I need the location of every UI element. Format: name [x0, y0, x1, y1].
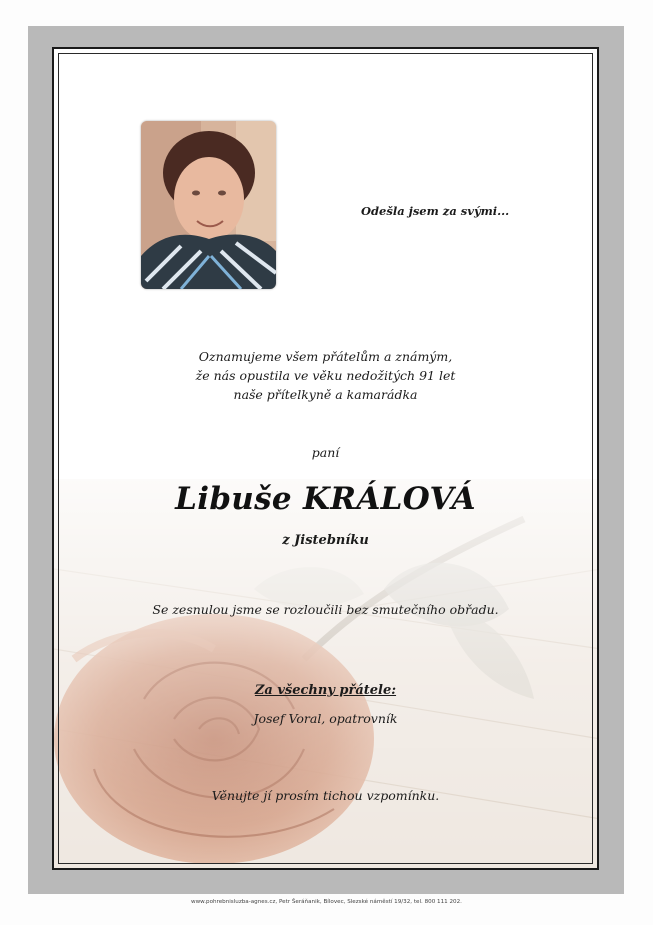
announcement-line: že nás opustila ve věku nedožitých 91 let — [195, 368, 456, 383]
motto-quote: Odešla jsem za svými... — [361, 204, 510, 218]
deceased-origin: z Jistebníku — [282, 533, 369, 548]
honorific: paní — [311, 445, 340, 460]
funeral-service-footer: www.pohrebnisluzba-agnes.cz, Petr Šeráňanik, Bílovec, Slezské náměstí 19/32, tel. 800 111 202. — [191, 899, 462, 905]
signer-name: Josef Voral, opatrovník — [253, 711, 398, 726]
closing-request: Věnujte jí prosím tichou vzpomínku. — [211, 788, 440, 803]
farewell-note: Se zesnulou jsme se rozloučili bez smutečního obřadu. — [152, 602, 499, 617]
deceased-portrait-photo — [141, 121, 276, 289]
announcement-line: Oznamujeme všem přátelům a známým, — [198, 349, 453, 364]
announcement-text — [54, 347, 597, 404]
deceased-name: Libuše KRÁLOVÁ — [175, 481, 476, 517]
announcement-line: naše přítelkyně a kamarádka — [233, 387, 418, 402]
obituary-card — [52, 47, 599, 870]
signer-heading: Za všechny přátele: — [254, 683, 397, 698]
